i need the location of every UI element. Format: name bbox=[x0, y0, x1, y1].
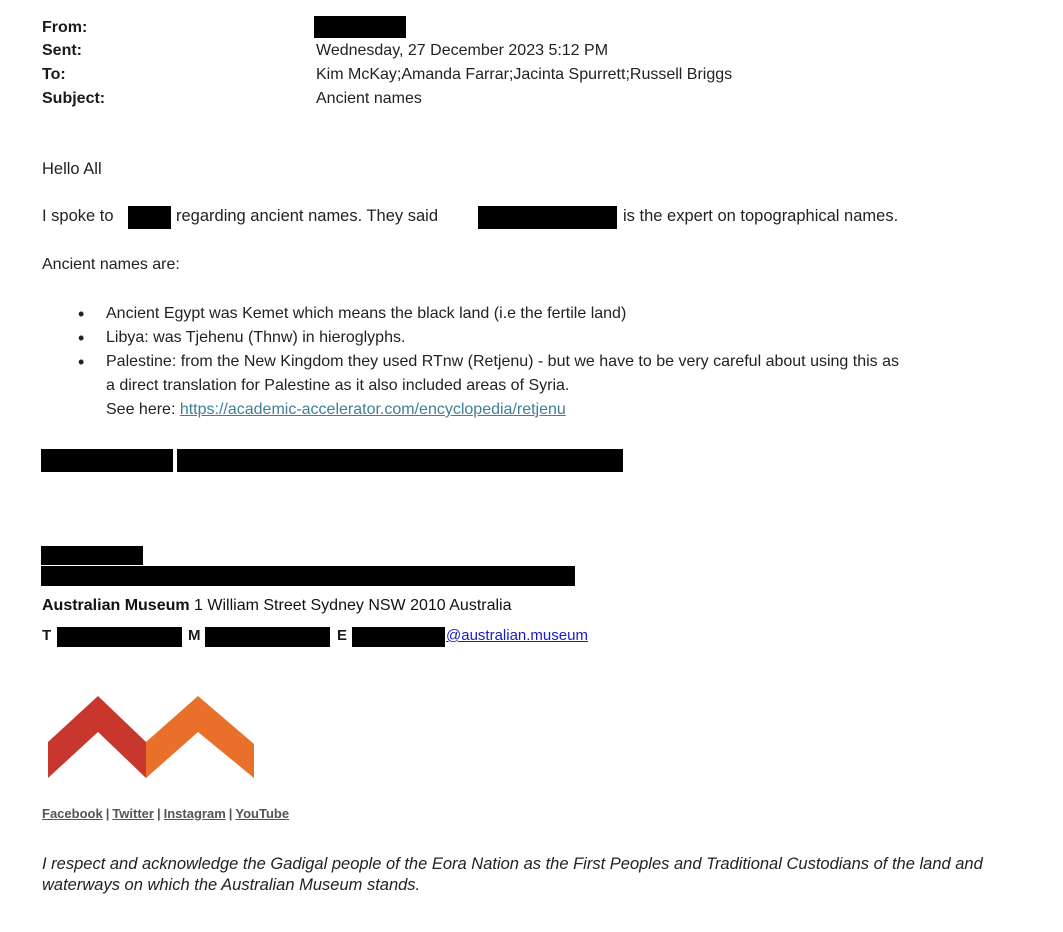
phone-label: T bbox=[42, 627, 52, 644]
instagram-link[interactable]: Instagram bbox=[163, 806, 226, 821]
sent-value: Wednesday, 27 December 2023 5:12 PM bbox=[316, 42, 609, 59]
list-item: • Libya: was Tjehenu (Thnw) in hieroglyphs. bbox=[106, 326, 1026, 350]
redacted-sender bbox=[314, 16, 406, 38]
to-label: To: bbox=[42, 66, 66, 83]
from-label: From: bbox=[42, 19, 88, 36]
subject-value: Ancient names bbox=[316, 90, 422, 107]
retjenu-link[interactable]: https://academic-accelerator.com/encyclopedia/retjenu bbox=[179, 401, 566, 418]
australian-museum-logo bbox=[46, 692, 258, 782]
sent-label: Sent: bbox=[42, 42, 82, 59]
acknowledgement-of-country: I respect and acknowledge the Gadigal people of the Eora Nation as the First Peoples and Traditional Custodians of the land and waterways on which the Australian Museum stands. bbox=[42, 855, 983, 894]
redacted-person-2 bbox=[478, 206, 617, 229]
redacted-email-user bbox=[352, 627, 445, 647]
spoke-text-1: I spoke to bbox=[42, 207, 114, 225]
museum-address: Australian Museum 1 William Street Sydney NSW 2010 Australia bbox=[42, 597, 512, 614]
list-item: • Ancient Egypt was Kemet which means the black land (i.e the fertile land) bbox=[106, 302, 1026, 326]
social-links: Facebook | Twitter | Instagram | YouTube bbox=[42, 806, 290, 821]
mobile-label: M bbox=[188, 627, 201, 644]
twitter-link[interactable]: Twitter bbox=[112, 806, 154, 821]
ancient-names-intro: Ancient names are: bbox=[42, 256, 180, 273]
youtube-link[interactable]: YouTube bbox=[235, 806, 290, 821]
redacted-person-1 bbox=[128, 206, 171, 229]
redacted-sender-title bbox=[177, 449, 623, 472]
spoke-text-3: is the expert on topographical names. bbox=[623, 207, 899, 225]
greeting: Hello All bbox=[42, 160, 102, 178]
spoke-text-2: regarding ancient names. They said bbox=[176, 207, 439, 225]
to-value: Kim McKay;Amanda Farrar;Jacinta Spurrett;Russell Briggs bbox=[316, 66, 733, 83]
see-here-line: See here: https://academic-accelerator.com/encyclopedia/retjenu bbox=[106, 401, 566, 418]
list-item: • Palestine: from the New Kingdom they used RTnw (Retjenu) - but we have to be very careful about using this as a direct translation for Palestine as it also included areas of Syria. See here: https://academic-accelerator.com/encyclopedia/retjenu bbox=[106, 350, 1026, 422]
redacted-signature-name bbox=[41, 546, 143, 565]
subject-label: Subject: bbox=[42, 90, 106, 107]
email-link[interactable]: @australian.museum bbox=[446, 627, 588, 644]
ancient-names-list bbox=[106, 302, 1026, 422]
facebook-link[interactable]: Facebook bbox=[42, 806, 103, 821]
redacted-sender-name bbox=[41, 449, 173, 472]
redacted-phone bbox=[57, 627, 182, 647]
redacted-mobile bbox=[205, 627, 330, 647]
email-label: E bbox=[337, 627, 348, 644]
redacted-signature-title bbox=[41, 566, 575, 586]
